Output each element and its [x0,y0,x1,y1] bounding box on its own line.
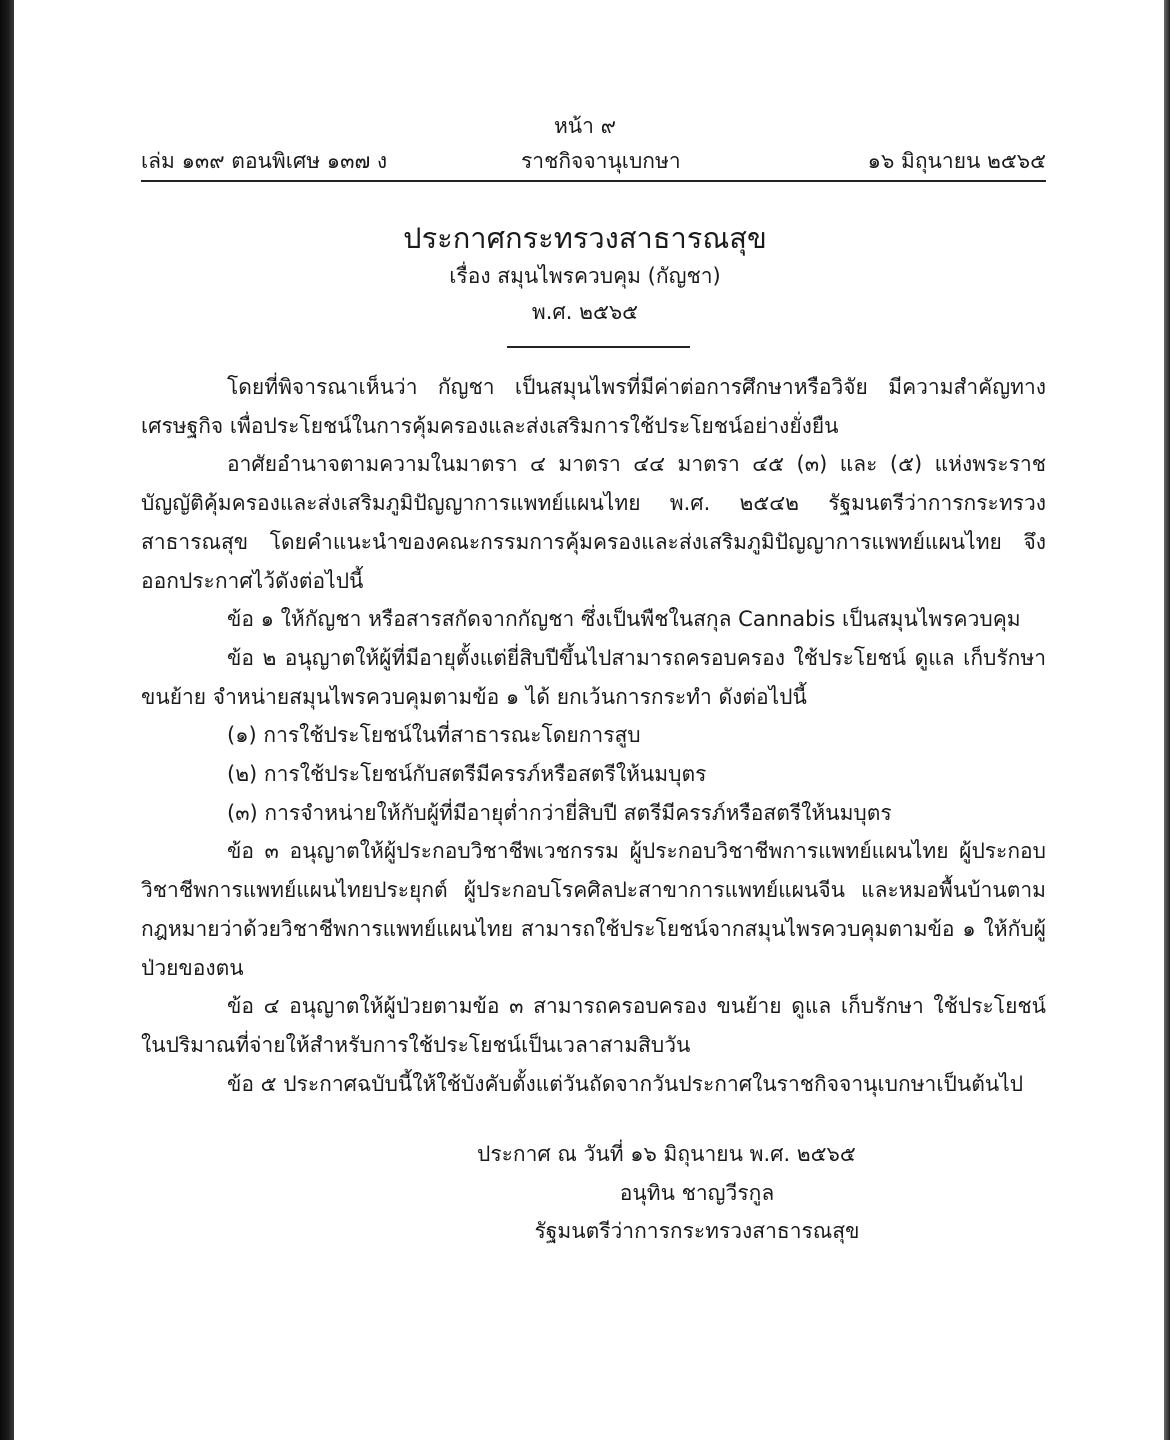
clause-3: ข้อ ๓ อนุญาตให้ผู้ประกอบวิชาชีพเวชกรรม ผู้ประกอบวิชาชีพการแพทย์แผนไทย ผู้ประกอบวิชาชีพการแพทย์แผนไทยประยุกต์ ผู้ประกอบโรคศิลปะสาขาการแพทย์แผนจีน และหมอพื้นบ้านตามกฎหมายว่าด้วยวิชาชีพการแพทย์แผนไทย สามารถใช้ประโยชน์จากสมุนไพรควบคุมตามข้อ ๑ ให้กับผู้ป่วยของตน [141,839,1046,980]
running-header [141,145,1046,177]
clause-2-item: (๑) การใช้ประโยชน์ในที่สาธารณะโดยการสูบ [227,723,641,748]
title-divider [507,346,690,348]
clause-4: ข้อ ๔ อนุญาตให้ผู้ป่วยตามข้อ ๓ สามารถครอบครอง ขนย้าย ดูแล เก็บรักษา ใช้ประโยชน์ในปริมาณที่จ่ายให้สำหรับการใช้ประโยชน์เป็นเวลาสามสิบวัน [141,994,1046,1057]
announcement-title-block [0,218,1170,330]
announcement-subject: เรื่อง สมุนไพรควบคุม (กัญชา) [449,264,721,288]
clause-5: ข้อ ๕ ประกาศฉบับนี้ให้ใช้บังคับตั้งแต่วันถัดจากวันประกาศในราชกิจจานุเบกษาเป็นต้นไป [227,1071,1024,1096]
clause-2-item: (๒) การใช้ประโยชน์กับสตรีมีครรภ์หรือสตรีให้นมบุตร [227,762,707,787]
header-rule [141,180,1046,182]
preamble-paragraph: โดยที่พิจารณาเห็นว่า กัญชา เป็นสมุนไพรที่มีค่าต่อการศึกษาหรือวิจัย มีความสำคัญทางเศรษฐกิจ เพื่อประโยชน์ในการคุ้มครองและส่งเสริมการใช้ประโยชน์อย่างยั่งยืน [141,375,1046,438]
announcement-title: ประกาศกระทรวงสาธารณสุข [403,221,767,255]
signatory-title: รัฐมนตรีว่าการกระทรวงสาธารณสุข [534,1219,860,1244]
gazette-name: ราชกิจจานุเบกษา [521,149,681,173]
photo-dark-edge-left [0,0,14,1440]
clause-1: ข้อ ๑ ให้กัญชา หรือสารสกัดจากกัญชา ซึ่งเป็นพืชในสกุล Cannabis เป็นสมุนไพรควบคุม [227,607,1021,632]
page-number: หน้า ๙ [553,114,617,138]
photo-dark-edge-right [1164,0,1170,1440]
announcement-year: พ.ศ. ๒๕๖๕ [531,300,639,324]
signature-block [477,1135,917,1251]
signatory-name: อนุทิน ชาญวีรกูล [619,1180,775,1205]
volume-issue: เล่ม ๑๓๙ ตอนพิเศษ ๑๓๗ ง [141,149,388,173]
clause-2-item: (๓) การจำหน่ายให้กับผู้ที่มีอายุต่ำกว่ายี่สิบปี สตรีมีครรภ์หรือสตรีให้นมบุตร [227,800,892,825]
signing-date: ประกาศ ณ วันที่ ๑๖ มิถุนายน พ.ศ. ๒๕๖๕ [477,1142,856,1166]
clause-2: ข้อ ๒ อนุญาตให้ผู้ที่มีอายุตั้งแต่ยี่สิบปีขึ้นไปสามารถครอบครอง ใช้ประโยชน์ ดูแล เก็บรักษา ขนย้าย จำหน่ายสมุนไพรควบคุมตามข้อ ๑ ได้ ยกเว้นการกระทำ ดังต่อไปนี้ [141,645,1046,709]
publication-date: ๑๖ มิถุนายน ๒๕๖๕ [867,149,1046,173]
announcement-body [141,368,1046,1103]
authority-paragraph: อาศัยอำนาจตามความในมาตรา ๔ มาตรา ๔๔ มาตรา ๔๕ (๓) และ (๕) แห่งพระราชบัญญัติคุ้มครองและส่งเสริมภูมิปัญญาการแพทย์แผนไทย พ.ศ. ๒๕๔๒ รัฐมนตรีว่าการกระทรวงสาธารณสุข โดยคำแนะนำของคณะกรรมการคุ้มครองและส่งเสริมภูมิปัญญาการแพทย์แผนไทย จึงออกประกาศไว้ดังต่อไปนี้ [141,452,1046,593]
